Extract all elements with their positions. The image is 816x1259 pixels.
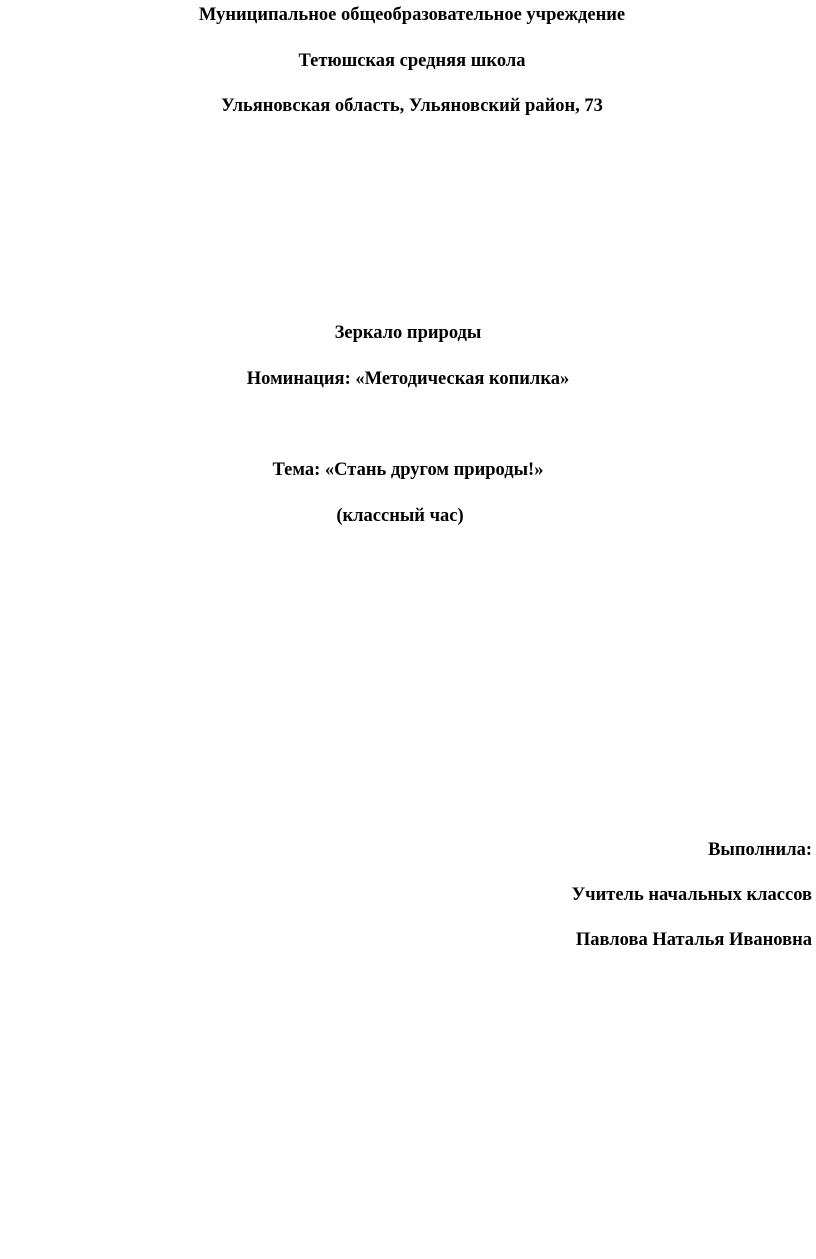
event-format: (классный час) [336, 506, 464, 526]
school-region: Ульяновская область, Ульяновский район, 73 [221, 96, 603, 116]
author-position: Учитель начальных классов [571, 885, 812, 905]
topic: Тема: «Стань другом природы!» [272, 460, 544, 480]
school-name: Тетюшская средняя школа [298, 51, 526, 71]
performed-by-label: Выполнила: [708, 840, 812, 860]
author-name: Павлова Наталья Ивановна [575, 930, 812, 950]
document-title: Зеркало природы [334, 323, 482, 343]
nomination: Номинация: «Методическая копилка» [246, 369, 570, 389]
institution-name: Муниципальное общеобразовательное учреждение [198, 5, 626, 25]
